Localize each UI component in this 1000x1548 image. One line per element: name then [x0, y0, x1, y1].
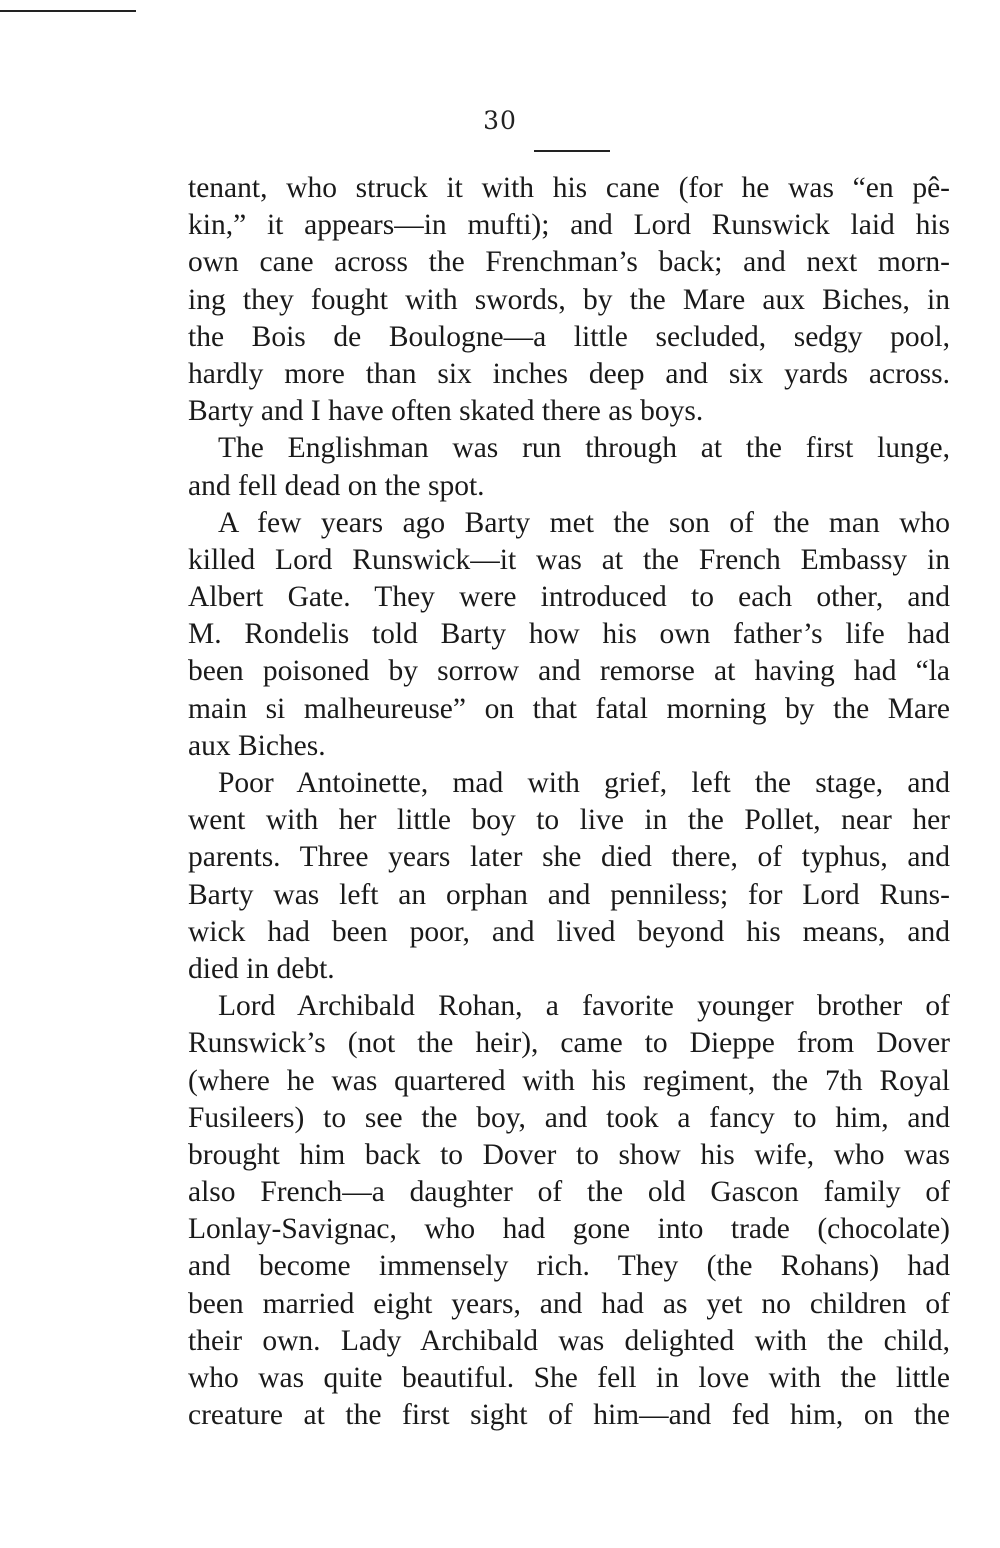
text-line: Lord Archibald Rohan, a favorite younger brother of — [218, 990, 950, 1023]
text-line: main si malheureuse” on that fatal morning by the Mare — [188, 692, 950, 725]
text-line: killed Lord Runswick—it was at the French Embassy in — [188, 543, 950, 576]
text-line: Albert Gate. They were introduced to each other, and — [188, 581, 950, 614]
text-line: (where he was quartered with his regiment, the 7th Royal — [188, 1064, 950, 1097]
text-line: the Bois de Boulogne—a little secluded, sedgy pool, — [188, 320, 950, 353]
top-left-rule — [0, 10, 136, 12]
page-number: 30 — [483, 106, 517, 135]
text-line: M. Rondelis told Barty how his own father’s life had — [188, 618, 950, 651]
text-line: died in debt. — [188, 952, 335, 985]
text-line: ing they fought with swords, by the Mare aux Biches, in — [188, 283, 950, 316]
text-line: Poor Antoinette, mad with grief, left the stage, and — [218, 767, 950, 799]
text-line: aux Biches. — [188, 729, 326, 762]
text-line: Runswick’s (not the heir), came to Dieppe from Dover — [188, 1027, 950, 1060]
text-line: been married eight years, and had as yet no children of — [188, 1287, 950, 1320]
text-line: Lonlay-Savignac, who had gone into trade (chocolate) — [188, 1213, 950, 1246]
text-line: went with her little boy to live in the Pollet, near her — [188, 804, 950, 837]
text-line: who was quite beautiful. She fell in love with the little — [188, 1362, 950, 1394]
text-line: Fusileers) to see the boy, and took a fancy to him, and — [188, 1101, 950, 1134]
text-line: and fell dead on the spot. — [188, 469, 485, 502]
text-line: tenant, who struck it with his cane (for he was “en pê- — [188, 172, 950, 204]
text-line: Barty was left an orphan and penniless; for Lord Runs- — [188, 878, 950, 911]
text-line: been poisoned by sorrow and remorse at having had “la — [188, 655, 950, 688]
body-text — [188, 170, 950, 1434]
text-line: and become immensely rich. They (the Rohans) had — [188, 1250, 950, 1283]
text-line: their own. Lady Archibald was delighted with the child, — [188, 1324, 950, 1357]
page-number-rule — [534, 150, 610, 152]
text-line: hardly more than six inches deep and six yards across. — [188, 357, 950, 390]
text-line: wick had been poor, and lived beyond his means, and — [188, 915, 950, 948]
text-line: The Englishman was run through at the first lunge, — [218, 432, 950, 465]
text-line: A few years ago Barty met the son of the man who — [218, 506, 950, 539]
text-line: brought him back to Dover to show his wife, who was — [188, 1138, 950, 1171]
text-line: Barty and I have often skated there as boys. — [188, 395, 704, 428]
text-line: own cane across the Frenchman’s back; and next morn- — [188, 246, 950, 279]
text-line: parents. Three years later she died there, of typhus, and — [188, 841, 950, 874]
text-line: also French—a daughter of the old Gascon family of — [188, 1176, 950, 1209]
text-line: kin,” it appears—in mufti); and Lord Runswick laid his — [188, 209, 950, 242]
text-line: creature at the first sight of him—and fed him, on the — [188, 1399, 950, 1432]
